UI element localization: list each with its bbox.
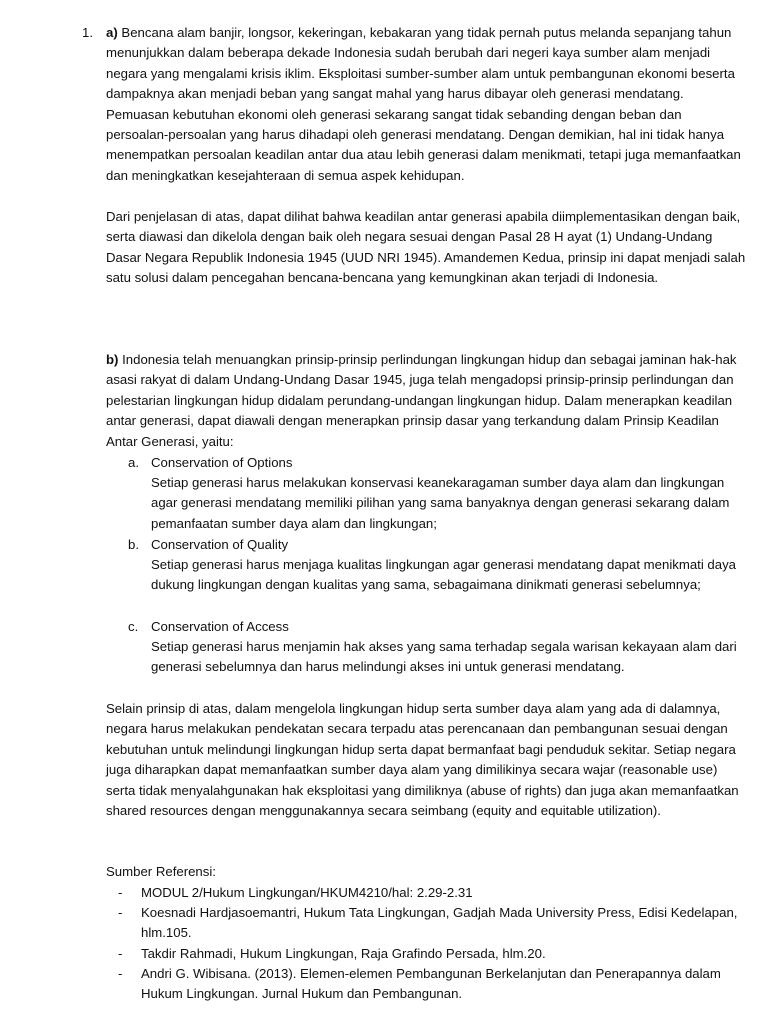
part-a-p2-text: Dari penjelasan di atas, dapat dilihat bahwa keadilan antar generasi apabila diimplementasikan dengan baik, serta diawasi dan dikelola dengan baik oleh negara sesuai dengan Pasal 28 H ayat (1) Undang-Undang Dasar Negara Republik Indonesia 1945 (UUD NRI 1945). Amandemen Kedua, prinsip ini dapat menjadi salah satu solusi dalam pencegahan bencana-bencana yang kemungkinan akan terjadi di Indonesia.	[106, 209, 746, 286]
part-b-intro-text: Indonesia telah menuangkan prinsip-prinsip perlindungan lingkungan hidup dan sebagai jaminan hak-hak asasi rakyat di dalam Undang-Undang Dasar 1945, juga telah mengadopsi prinsip-prinsip perlindungan dan pelestarian lingkungan hidup didalam perundang-undangan lingkungan hidup. Dalam menerapkan keadilan antar generasi, dapat diawali dengan menerapkan prinsip dasar yang terkandung dalam Prinsip Keadilan Antar Generasi, yaitu:	[106, 352, 737, 449]
list-item-title: Conservation of Options	[151, 455, 293, 470]
part-b-closing	[106, 699, 746, 821]
part-b-intro	[106, 350, 746, 452]
reference-bullet: -	[118, 966, 123, 981]
reference-item: Takdir Rahmadi, Hukum Lingkungan, Raja Grafindo Persada, hlm.20.	[141, 946, 546, 961]
part-b-closing-text: Selain prinsip di atas, dalam mengelola lingkungan hidup serta sumber daya alam yang ada di dalamnya, negara harus melakukan pendekatan secara terpadu atas perencanaan dan pembangunan sesuai dengan kebutuhan untuk melindungi lingkungan hidup serta dapat bermanfaat bagi penduduk sekitar. Setiap negara juga diharapkan dapat memanfaatkan sumber daya alam yang dimilikinya secara wajar (reasonable use) serta tidak menyalahgunakan hak eksploitasi yang dimiliknya (abuse of rights) dan juga akan memanfaatkan shared resources dengan menggunakannya secara seimbang (equity and equitable utilization).	[106, 701, 739, 819]
list-marker: a.	[128, 455, 139, 470]
part-a-p1-text: Bencana alam banjir, longsor, kekeringan, kebakaran yang tidak pernah putus melanda sepanjang tahun menunjukkan dalam beberapa dekade Indonesia sudah berubah dari negeri kaya sumber alam menjadi negara yang mengalami krisis iklim. Eksploitasi sumber-sumber alam untuk pembangunan ekonomi beserta dampaknya akan menjadi beban yang sangat mahal yang harus dibayar oleh generasi mendatang. Pemuasan kebutuhan ekonomi oleh generasi sekarang sangat tidak sebanding dengan beban dan persoalan-persoalan yang harus dihadapi oleh generasi mendatang. Dengan demikian, hal ini tidak hanya menempatkan persoalan keadilan antar dua atau lebih generasi dalam menikmati, tetapi juga memanfaatkan dan meningkatkan kesejahteraan di semua aspek kehidupan.	[106, 25, 741, 183]
list-item-title: Conservation of Access	[151, 619, 289, 634]
references-heading: Sumber Referensi:	[106, 864, 216, 879]
reference-item: Koesnadi Hardjasoemantri, Hukum Tata Lingkungan, Gadjah Mada University Press, Edisi Kedelapan, hlm.105.	[141, 905, 738, 941]
part-b-label: b)	[106, 352, 119, 367]
reference-bullet: -	[118, 946, 123, 961]
list-marker: b.	[128, 537, 139, 552]
reference-bullet: -	[118, 885, 123, 900]
part-a-paragraph-2	[106, 207, 746, 289]
reference-bullet: -	[118, 905, 123, 920]
list-marker: c.	[128, 619, 139, 634]
list-item-body: Setiap generasi harus menjamin hak akses yang sama terhadap segala warisan kekayaan alam dari generasi sebelumnya dan harus melindungi akses ini untuk generasi mendatang.	[151, 639, 737, 675]
item-number: 1.	[82, 25, 93, 40]
reference-item: Andri G. Wibisana. (2013). Elemen-elemen Pembangunan Berkelanjutan dan Penerapannya dalam Hukum Lingkungan. Jurnal Hukum dan Pembangunan.	[141, 966, 721, 1002]
part-a-paragraph-1	[106, 23, 746, 186]
list-item-title: Conservation of Quality	[151, 537, 289, 552]
list-item-body: Setiap generasi harus menjaga kualitas lingkungan agar generasi mendatang dapat menikmati daya dukung lingkungan dengan kualitas yang sama, sebagaimana dinikmati generasi sebelumnya;	[151, 557, 737, 593]
reference-item: MODUL 2/Hukum Lingkungan/HKUM4210/hal: 2.29-2.31	[141, 885, 473, 900]
list-item-body: Setiap generasi harus melakukan konservasi keanekaragaman sumber daya alam dan lingkungan agar generasi mendatang memiliki pilihan yang sama banyaknya dengan generasi sekarang dalam pemanfaatan sumber daya alam dan lingkungan;	[151, 475, 730, 531]
part-a-label: a)	[106, 25, 118, 40]
